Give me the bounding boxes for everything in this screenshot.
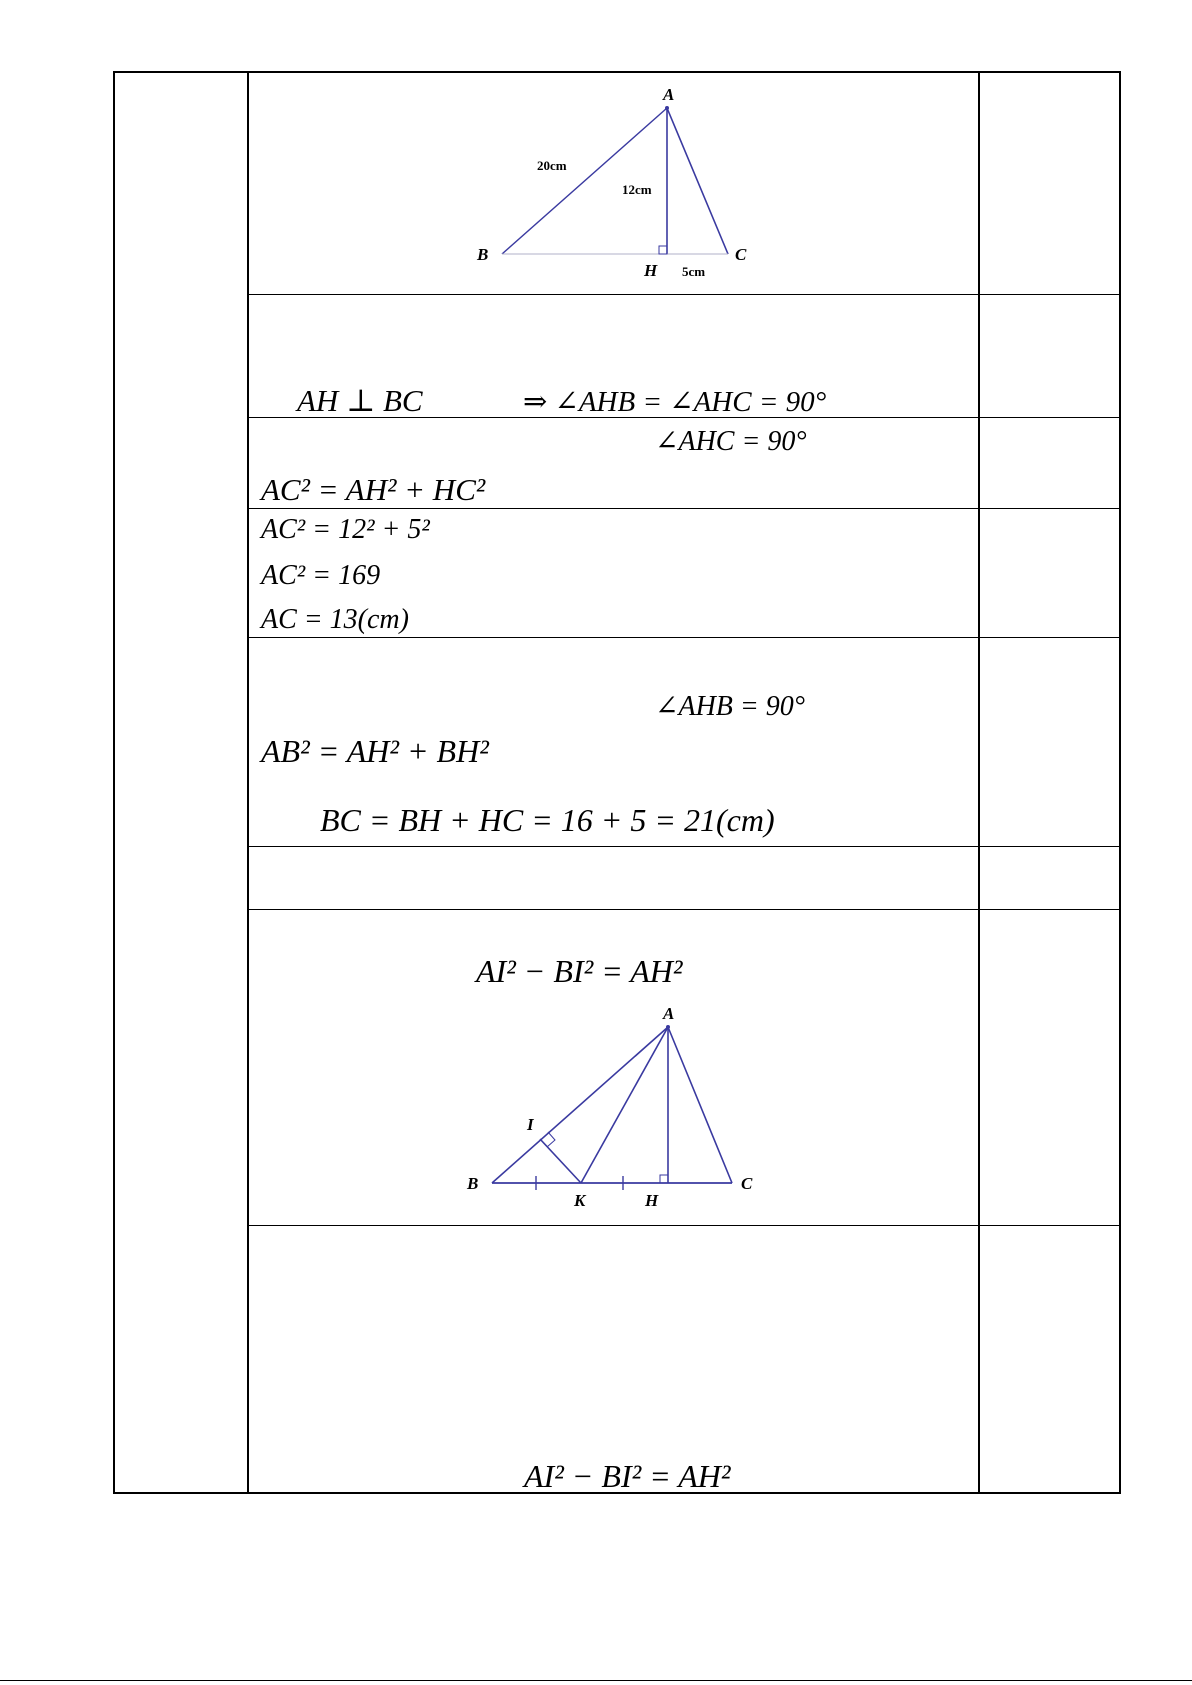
equation-ai-bi-ah: AI² − BI² = AH² xyxy=(476,953,683,989)
length-ah: 12cm xyxy=(622,182,652,197)
pythagoras-ac: AC² = AH² + HC² xyxy=(261,472,486,507)
label-b: B xyxy=(467,1174,479,1193)
segment-ab xyxy=(502,108,667,254)
label-h: H xyxy=(645,1191,659,1210)
ac-length: AC = 13(cm) xyxy=(261,604,409,635)
label-c: C xyxy=(735,245,747,264)
row-separator xyxy=(247,294,1121,295)
right-angle-mark xyxy=(659,246,667,254)
length-ab: 20cm xyxy=(537,158,567,173)
ac-squared-value: AC² = 169 xyxy=(261,560,381,591)
triangle-figure-1 xyxy=(460,80,760,285)
segment-ab xyxy=(492,1027,668,1183)
point-a xyxy=(666,1025,670,1029)
label-b: B xyxy=(477,245,489,264)
page-bottom-rule xyxy=(0,1680,1192,1681)
row-separator xyxy=(247,508,1121,509)
bc-length: BC = BH + HC = 16 + 5 = 21(cm) xyxy=(320,802,775,838)
label-i: I xyxy=(527,1115,534,1134)
label-k: K xyxy=(574,1191,586,1210)
table-border-left xyxy=(113,71,115,1494)
ac-squared-sum: AC² = 12² + 5² xyxy=(261,514,430,545)
triangle-figure-2 xyxy=(455,995,775,1220)
equation-ai-bi-ah-repeat: AI² − BI² = AH² xyxy=(524,1458,731,1494)
segment-ik xyxy=(540,1139,581,1183)
table-border-top xyxy=(113,71,1121,73)
angle-ahc: ∠AHC = 90° xyxy=(655,426,807,457)
table-col-divider-1 xyxy=(247,71,249,1494)
label-c: C xyxy=(741,1174,753,1193)
point-a xyxy=(665,106,669,110)
segment-ac xyxy=(668,1027,732,1183)
segment-ak xyxy=(581,1027,668,1183)
label-a: A xyxy=(663,1004,675,1023)
row-separator xyxy=(247,909,1121,910)
pythagoras-ab: AB² = AH² + BH² xyxy=(261,733,489,769)
row-separator xyxy=(247,846,1121,847)
right-angles-conclusion: ⇒ ∠AHB = ∠AHC = 90° xyxy=(523,386,827,418)
label-h: H xyxy=(644,261,658,280)
length-hc: 5cm xyxy=(682,264,706,279)
perpendicular-statement: AH ⊥ BC xyxy=(297,383,423,418)
label-a: A xyxy=(663,85,675,104)
table-border-right xyxy=(1119,71,1121,1494)
segment-ac xyxy=(667,108,728,254)
angle-ahb: ∠AHB = 90° xyxy=(655,691,805,722)
row-separator xyxy=(247,1225,1121,1226)
table-col-divider-2 xyxy=(978,71,980,1494)
right-angle-mark-h xyxy=(660,1175,668,1183)
row-separator xyxy=(247,637,1121,638)
